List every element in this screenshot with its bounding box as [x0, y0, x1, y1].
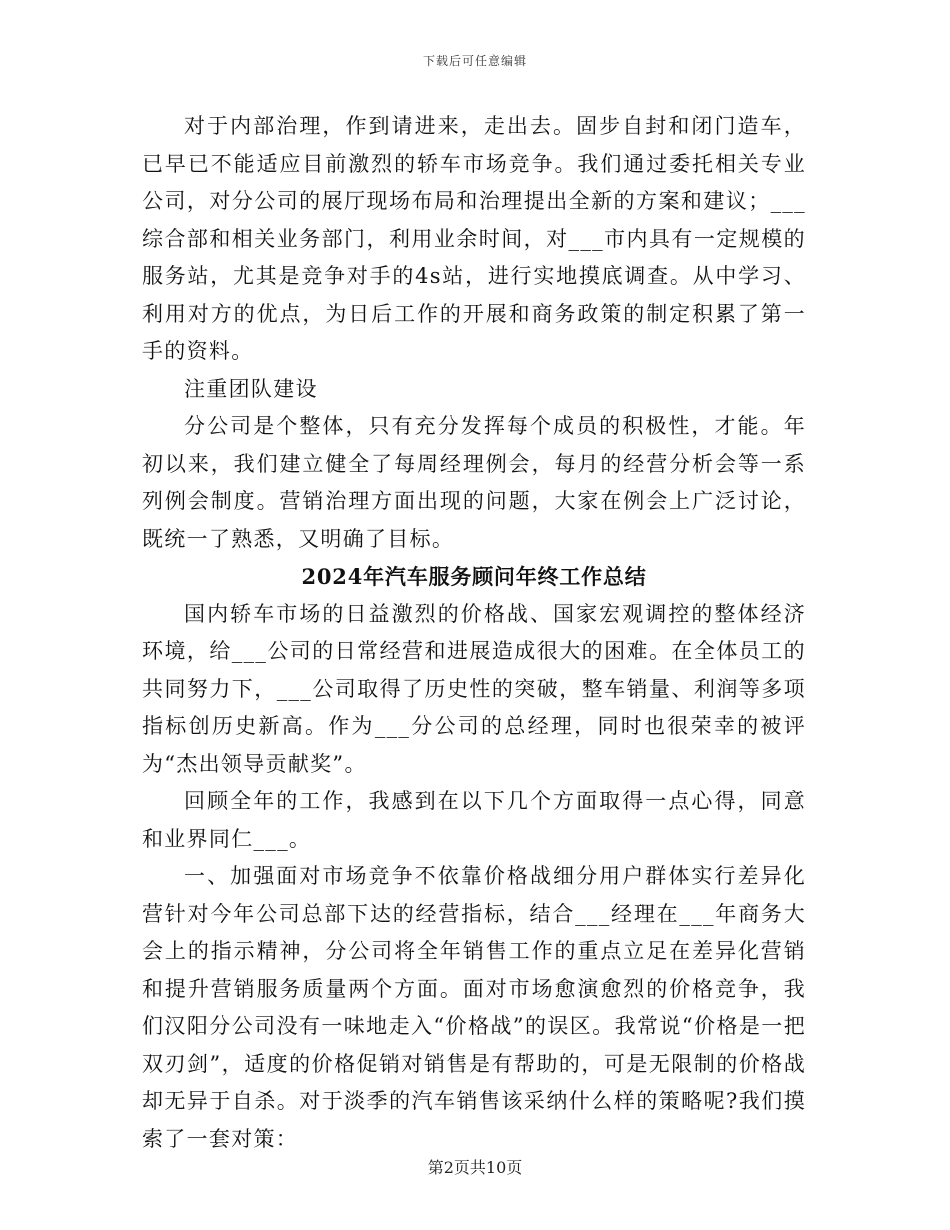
paragraph-market-overview: 国内轿车市场的日益激烈的价格战、国家宏观调控的整体经济环境，给___公司的日常经营和进展造成很大的困难。在全体员工的共同努力下，___公司取得了历史性的突破，整车销量、利润等多项指标创历史新高。作为___分公司的总经理，同时也很荣幸的被评为“杰出领导贡献奖”。 — [142, 601, 806, 776]
document-body — [142, 108, 806, 1158]
page-header: 下载后可任意编辑 — [422, 54, 527, 68]
paragraph-differentiated-marketing: 一、加强面对市场竞争不依靠价格战细分用户群体实行差异化营针对今年公司总部下达的经营指标，结合___经理在___年商务大会上的指示精神，分公司将全年销售工作的重点立足在差异化营销和提升营销服务质量两个方面。面对市场愈演愈烈的价格竞争，我们汉阳分公司没有一味地走入“价格战”的误区。我常说“价格是一把双刃剑”，适度的价格促销对销售是有帮助的，可是无限制的价格战却无异于自杀。对于淡季的汽车销售该采纳什么样的策略呢?我们摸索了一套对策： — [142, 864, 806, 1151]
paragraph-internal-management: 对于内部治理，作到请进来，走出去。固步自封和闭门造车，已早已不能适应目前激烈的轿车市场竞争。我们通过委托相关专业公司，对分公司的展厅现场布局和治理提出全新的方案和建议；___综合部和相关业务部门，利用业余时间，对___市内具有一定规模的服务站，尤其是竞争对手的4s站，进行实地摸底调查。从中学习、利用对方的优点，为日后工作的开展和商务政策的制定积累了第一手的资料。 — [142, 114, 806, 363]
paragraph-team-building-heading: 注重团队建设 — [184, 376, 318, 401]
paragraph-review: 回顾全年的工作，我感到在以下几个方面取得一点心得，同意和业界同仁___。 — [142, 789, 806, 851]
page-footer: 第2页共10页 — [427, 1158, 523, 1177]
document-title: 2024年汽车服务顾问年终工作总结 — [301, 564, 647, 589]
paragraph-team-building: 分公司是个整体，只有充分发挥每个成员的积极性，才能。年初以来，我们建立健全了每周经理例会，每月的经营分析会等一系列例会制度。营销治理方面出现的问题，大家在例会上广泛讨论，既统一了熟悉，又明确了目标。 — [142, 414, 806, 551]
